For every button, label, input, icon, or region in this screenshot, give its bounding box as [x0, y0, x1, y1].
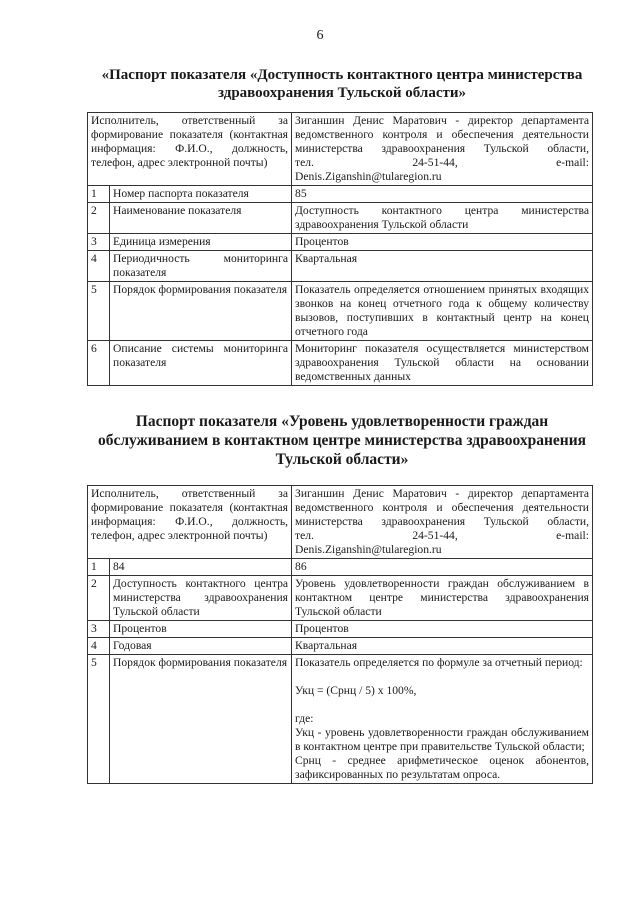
row-value: 86 — [292, 559, 593, 576]
executor-phone-line: тел. 24-51-44, e-mail: — [295, 529, 589, 542]
executor-label: Исполнитель, ответственный за формирование показателя (контактная информация: Ф.И.О., должность, телефон, адрес электронной почты) — [88, 486, 292, 559]
passport-table-2 — [87, 485, 593, 784]
row-value: Мониторинг показателя осуществляется министерством здравоохранения Тульской области на основании ведомственных данных — [292, 341, 593, 386]
row-number: 5 — [88, 282, 110, 341]
section-1-title-line: здравоохранения Тульской области» — [217, 85, 467, 101]
section-2-title-line: Тульской области» — [275, 451, 409, 468]
row-value: Процентов — [292, 621, 593, 638]
table-row — [88, 203, 593, 234]
row-name: Единица измерения — [110, 234, 292, 251]
spacer — [295, 670, 589, 684]
row-number: 3 — [88, 234, 110, 251]
passport-table-1 — [87, 112, 593, 386]
section-1-title-line: «Паспорт показателя «Доступность контактного центра министерства — [101, 67, 583, 83]
row-number: 1 — [88, 186, 110, 203]
executor-value-text: Зиганшин Денис Маратович - директор департамента ведомственного контроля и обеспечения деятельности министерства здравоохранения Тульской области, — [295, 114, 589, 155]
row-name: Периодичность мониторинга показателя — [110, 251, 292, 282]
table-row — [88, 186, 593, 203]
row-value: Квартальная — [292, 251, 593, 282]
section-1-title — [82, 66, 602, 102]
formula-term-ukc: Укц - уровень удовлетворенности граждан обслуживанием в контактном центре при правительстве Тульской области; — [295, 726, 589, 753]
executor-phone-line: тел. 24-51-44, e-mail: — [295, 156, 589, 169]
row-name: 84 — [110, 559, 292, 576]
table-row — [88, 655, 593, 784]
row-value: Квартальная — [292, 638, 593, 655]
row-number: 2 — [88, 203, 110, 234]
table-row — [88, 486, 593, 559]
row-name: Порядок формирования показателя — [110, 655, 292, 784]
row-number: 6 — [88, 341, 110, 386]
row-name: Порядок формирования показателя — [110, 282, 292, 341]
row-value: Доступность контактного центра министерства здравоохранения Тульской области — [292, 203, 593, 234]
row-number: 2 — [88, 576, 110, 621]
row-value — [292, 655, 593, 784]
table-row — [88, 341, 593, 386]
row-number: 3 — [88, 621, 110, 638]
executor-email: Denis.Ziganshin@tularegion.ru — [295, 543, 442, 556]
executor-label: Исполнитель, ответственный за формирование показателя (контактная информация: Ф.И.О., должность, телефон, адрес электронной почты) — [88, 113, 292, 186]
section-2-title — [82, 412, 602, 469]
formula-term-srnc: Срнц - среднее арифметическое оценок абонентов, зафиксированных по результатам опроса. — [295, 754, 589, 781]
table-row — [88, 251, 593, 282]
table-row — [88, 576, 593, 621]
spacer — [295, 698, 589, 712]
row-name: Описание системы мониторинга показателя — [110, 341, 292, 386]
row-name: Наименование показателя — [110, 203, 292, 234]
row-name: Процентов — [110, 621, 292, 638]
executor-value — [292, 113, 593, 186]
row-value: Уровень удовлетворенности граждан обслуживанием в контактном центре министерства здравоохранения Тульской области — [292, 576, 593, 621]
row-value: Показатель определяется отношением принятых входящих звонков на конец отчетного года к общему количеству вызовов, поступивших в контактный центр на конец отчетного года — [292, 282, 593, 341]
page-number: 6 — [316, 28, 324, 43]
section-2-title-line: Паспорт показателя «Уровень удовлетворенности граждан — [135, 413, 549, 430]
formula: Укц = (Срнц / 5) х 100%, — [295, 684, 417, 697]
row-number: 4 — [88, 251, 110, 282]
row-name: Номер паспорта показателя — [110, 186, 292, 203]
row-number: 4 — [88, 638, 110, 655]
row-number: 1 — [88, 559, 110, 576]
executor-email: Denis.Ziganshin@tularegion.ru — [295, 170, 442, 183]
row-name: Годовая — [110, 638, 292, 655]
table-row — [88, 234, 593, 251]
table-row — [88, 282, 593, 341]
table-row — [88, 638, 593, 655]
row-number: 5 — [88, 655, 110, 784]
formula-intro: Показатель определяется по формуле за отчетный период: — [295, 656, 583, 669]
row-name: Доступность контактного центра министерства здравоохранения Тульской области — [110, 576, 292, 621]
executor-value — [292, 486, 593, 559]
table-row — [88, 559, 593, 576]
row-value: 85 — [292, 186, 593, 203]
section-2-title-line: обслуживанием в контактном центре министерства здравоохранения — [97, 432, 587, 449]
table-row — [88, 621, 593, 638]
row-value: Процентов — [292, 234, 593, 251]
executor-value-text: Зиганшин Денис Маратович - директор департамента ведомственного контроля и обеспечения деятельности министерства здравоохранения Тульской области, — [295, 487, 589, 528]
table-row — [88, 113, 593, 186]
formula-where: где: — [295, 712, 314, 725]
